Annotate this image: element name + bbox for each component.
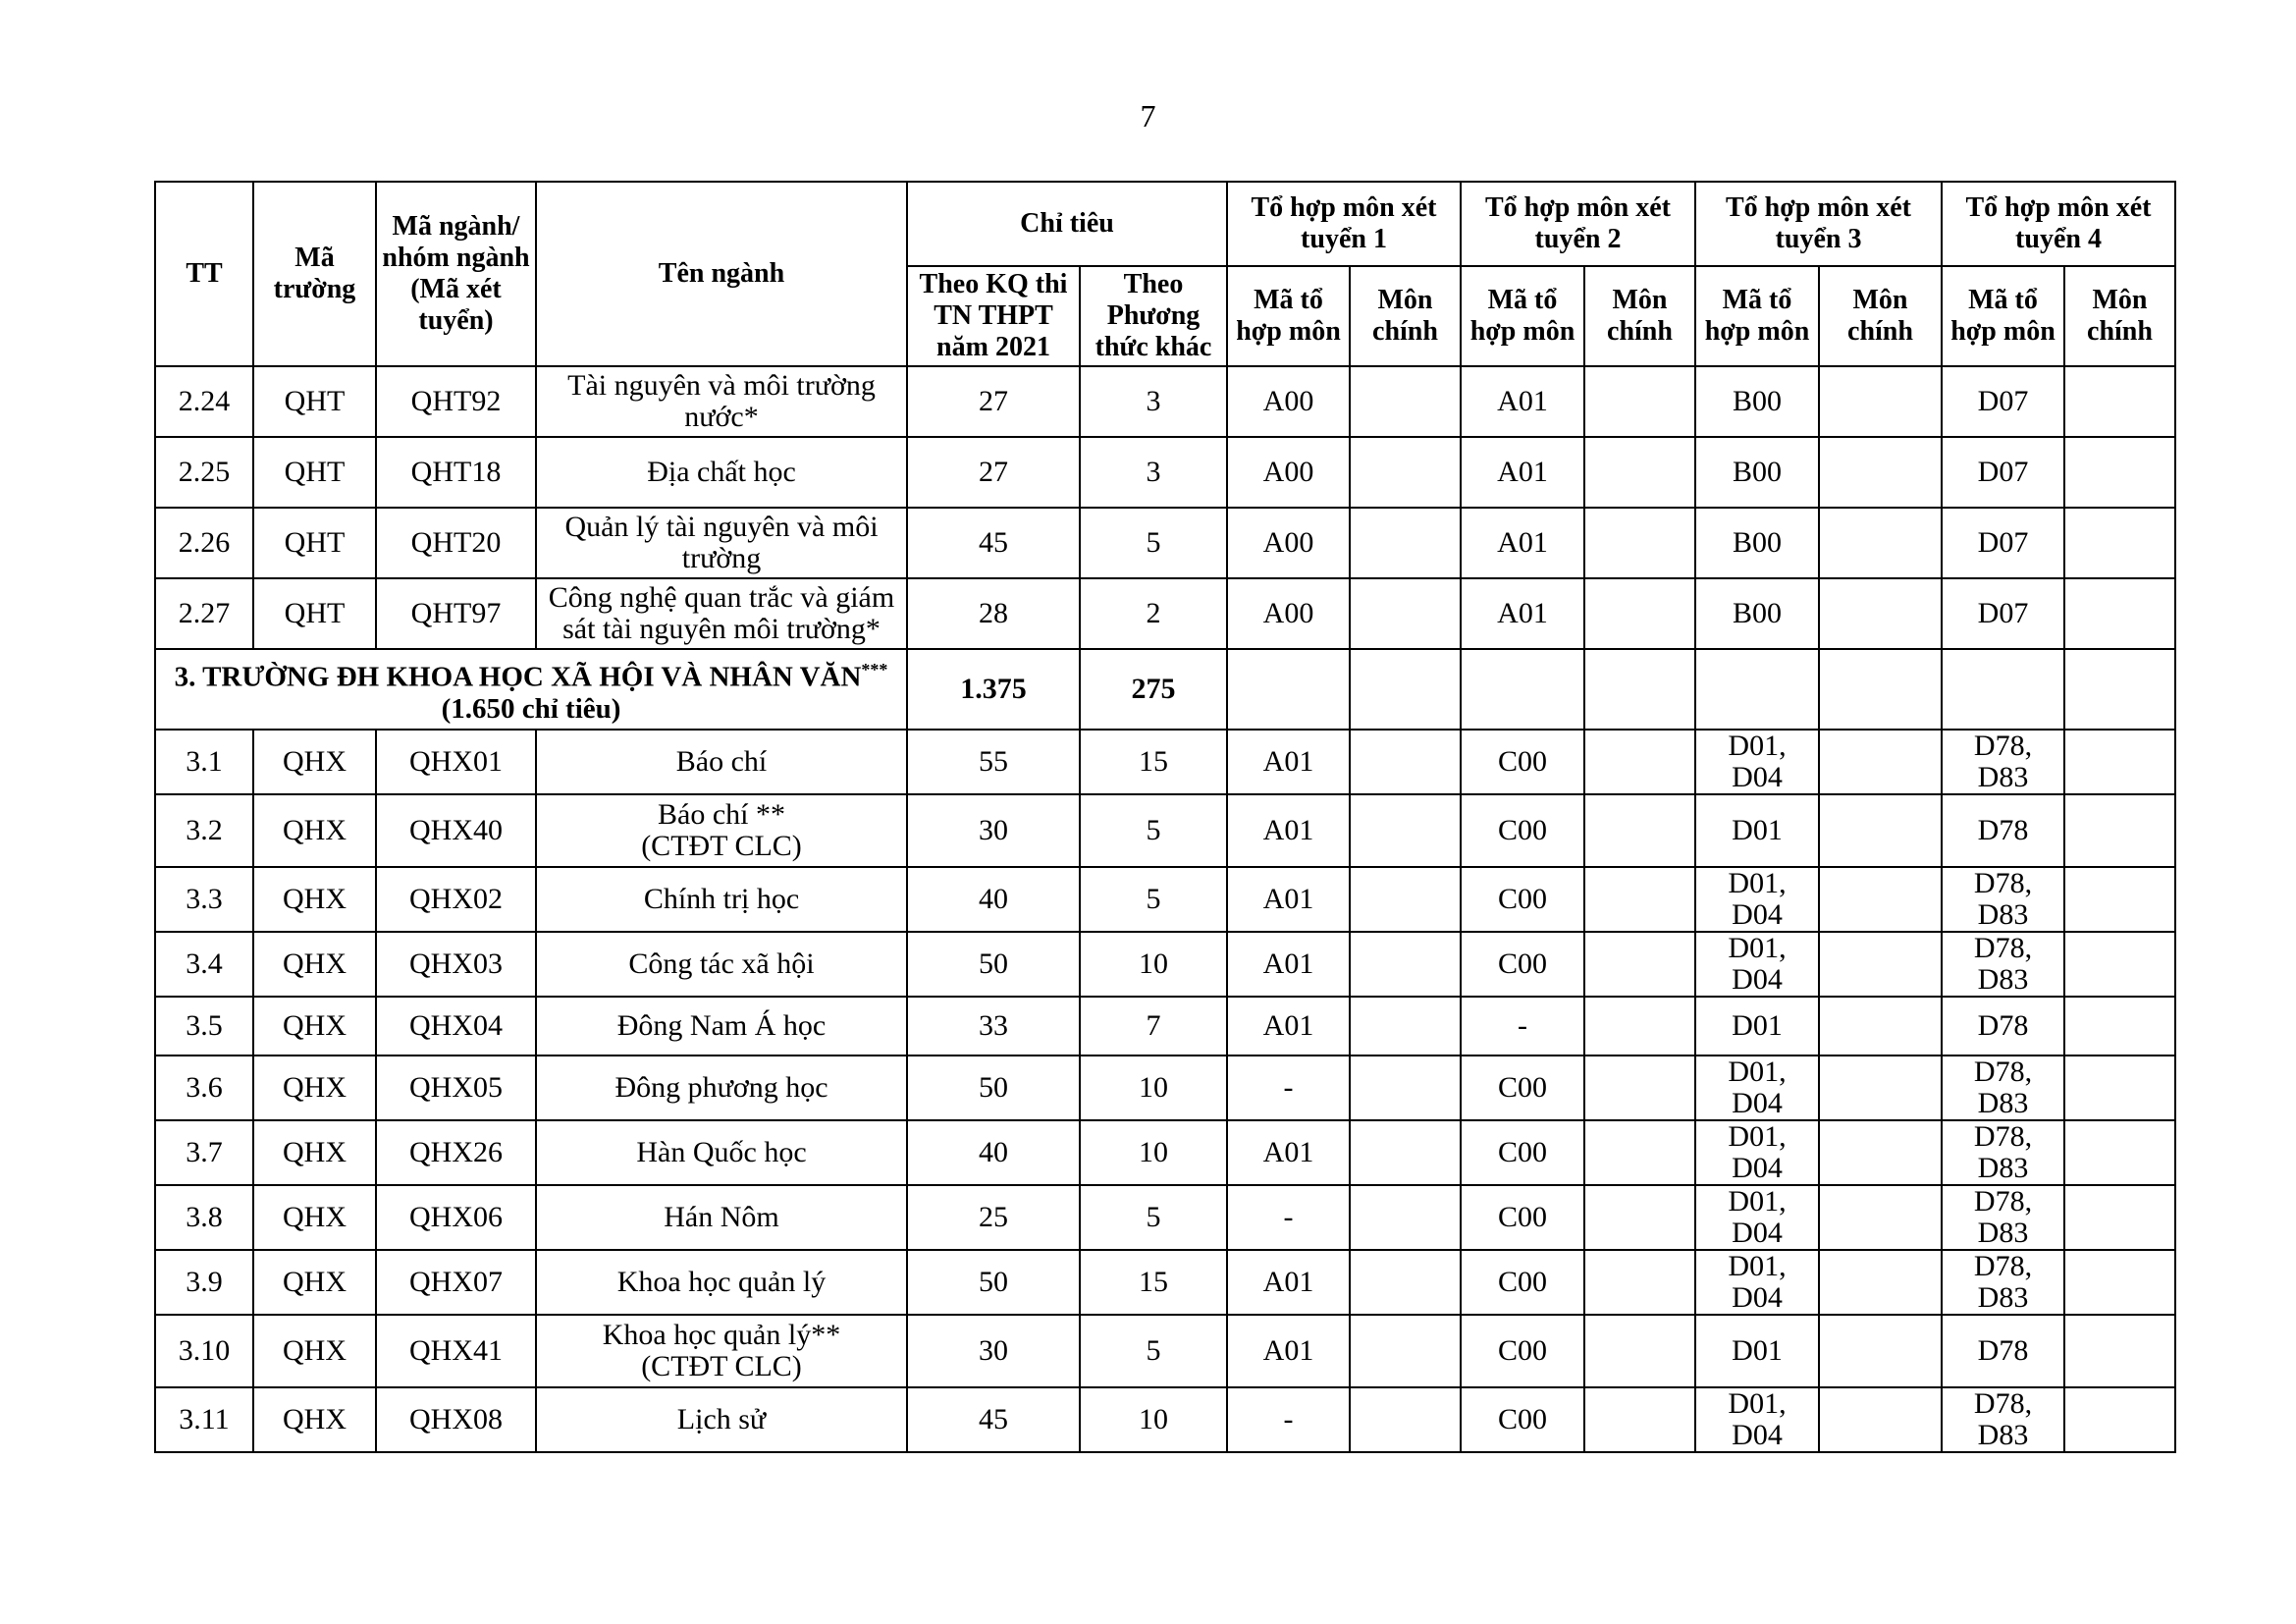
cell-kq: 28: [907, 578, 1080, 649]
cell-combo-2: C00: [1461, 1056, 1584, 1120]
cell-main-2: [1584, 867, 1695, 932]
table-row: [155, 1056, 2175, 1120]
cell-main-1: [1350, 794, 1461, 867]
cell-combo-4: D78, D83: [1942, 730, 2064, 794]
cell-main-1: [1350, 730, 1461, 794]
cell-tt: 2.26: [155, 508, 253, 578]
cell-code: QHX08: [376, 1387, 536, 1452]
cell-main-1: [1350, 867, 1461, 932]
cell-name-line-2: (CTĐT CLC): [641, 1350, 802, 1382]
cell-pt: 10: [1080, 932, 1227, 997]
table-row: [155, 730, 2175, 794]
cell-name: Đông Nam Á học: [536, 997, 907, 1056]
cell-code: QHT97: [376, 578, 536, 649]
cell-kq: 33: [907, 997, 1080, 1056]
admission-table: [154, 181, 2176, 1453]
cell-combo-2: -: [1461, 997, 1584, 1056]
cell-kq: 30: [907, 794, 1080, 867]
section-3-rows: [155, 730, 2175, 1452]
cell-combo-2: A01: [1461, 437, 1584, 508]
cell-combo-3: D01, D04: [1695, 1250, 1819, 1315]
cell-tt: 3.11: [155, 1387, 253, 1452]
section-empty: [1695, 649, 1819, 730]
section-title: 3. TRƯỜNG ĐH KHOA HỌC XÃ HỘI VÀ NHÂN VĂN: [174, 661, 862, 693]
header-mon-chinh-2: Môn chính: [1584, 266, 1695, 366]
section-empty: [1942, 649, 2064, 730]
cell-name: Chính trị học: [536, 867, 907, 932]
cell-combo-1: -: [1227, 1185, 1350, 1250]
cell-tt: 3.3: [155, 867, 253, 932]
cell-main-4: [2064, 366, 2175, 437]
section-empty: [1819, 649, 1942, 730]
cell-combo-1: A01: [1227, 794, 1350, 867]
header-to-hop-1: Tổ hợp môn xét tuyển 1: [1227, 182, 1461, 266]
cell-main-3: [1819, 578, 1942, 649]
cell-combo-2: C00: [1461, 1185, 1584, 1250]
cell-name: Tài nguyên và môi trường nước*: [536, 366, 907, 437]
table-row: [155, 437, 2175, 508]
cell-kq: 45: [907, 508, 1080, 578]
cell-combo-3: B00: [1695, 508, 1819, 578]
cell-school: QHX: [253, 867, 376, 932]
table-row: [155, 1185, 2175, 1250]
cell-main-1: [1350, 1056, 1461, 1120]
header-theo-kq: Theo KQ thi TN THPT năm 2021: [907, 266, 1080, 366]
cell-combo-1: A01: [1227, 730, 1350, 794]
cell-main-4: [2064, 508, 2175, 578]
section-empty: [2064, 649, 2175, 730]
cell-combo-2: C00: [1461, 867, 1584, 932]
cell-main-2: [1584, 508, 1695, 578]
cell-name-line-1: Báo chí **: [658, 798, 785, 831]
cell-combo-1: A00: [1227, 437, 1350, 508]
cell-combo-2: C00: [1461, 932, 1584, 997]
cell-main-2: [1584, 932, 1695, 997]
cell-main-3: [1819, 1315, 1942, 1387]
cell-code: QHX05: [376, 1056, 536, 1120]
cell-main-3: [1819, 1120, 1942, 1185]
cell-code: QHX07: [376, 1250, 536, 1315]
table-row: [155, 578, 2175, 649]
section-empty: [1584, 649, 1695, 730]
header-ma-to-hop-2: Mã tổ hợp môn: [1461, 266, 1584, 366]
cell-main-1: [1350, 997, 1461, 1056]
cell-code: QHT18: [376, 437, 536, 508]
cell-tt: 3.9: [155, 1250, 253, 1315]
cell-school: QHX: [253, 730, 376, 794]
cell-main-3: [1819, 1056, 1942, 1120]
cell-main-4: [2064, 867, 2175, 932]
cell-main-4: [2064, 1120, 2175, 1185]
cell-main-3: [1819, 1185, 1942, 1250]
cell-combo-4: D78, D83: [1942, 932, 2064, 997]
table-row: [155, 366, 2175, 437]
cell-name: [536, 794, 907, 867]
cell-main-1: [1350, 508, 1461, 578]
table-row: [155, 508, 2175, 578]
cell-name: Công tác xã hội: [536, 932, 907, 997]
cell-tt: 2.27: [155, 578, 253, 649]
cell-combo-3: B00: [1695, 578, 1819, 649]
table-row: [155, 867, 2175, 932]
cell-main-2: [1584, 1250, 1695, 1315]
cell-tt: 3.8: [155, 1185, 253, 1250]
cell-combo-1: A01: [1227, 1120, 1350, 1185]
section-kq: 1.375: [907, 649, 1080, 730]
cell-main-2: [1584, 1056, 1695, 1120]
cell-kq: 45: [907, 1387, 1080, 1452]
cell-school: QHT: [253, 366, 376, 437]
cell-kq: 27: [907, 437, 1080, 508]
cell-combo-4: D78, D83: [1942, 1185, 2064, 1250]
cell-school: QHX: [253, 1387, 376, 1452]
cell-name: Quản lý tài nguyên và môi trường: [536, 508, 907, 578]
cell-kq: 40: [907, 1120, 1080, 1185]
cell-name-line-1: Khoa học quản lý**: [602, 1319, 841, 1351]
cell-name: Hàn Quốc học: [536, 1120, 907, 1185]
cell-name: Khoa học quản lý: [536, 1250, 907, 1315]
cell-kq: 40: [907, 867, 1080, 932]
section-pt: 275: [1080, 649, 1227, 730]
cell-combo-2: C00: [1461, 794, 1584, 867]
cell-combo-4: D78, D83: [1942, 1387, 2064, 1452]
cell-school: QHX: [253, 932, 376, 997]
cell-main-1: [1350, 1250, 1461, 1315]
cell-tt: 2.24: [155, 366, 253, 437]
cell-school: QHX: [253, 1185, 376, 1250]
page-number: 7: [1140, 98, 1156, 134]
cell-combo-1: A01: [1227, 997, 1350, 1056]
cell-main-3: [1819, 867, 1942, 932]
cell-combo-4: D78, D83: [1942, 1120, 2064, 1185]
cell-code: QHX26: [376, 1120, 536, 1185]
cell-main-4: [2064, 578, 2175, 649]
cell-main-3: [1819, 437, 1942, 508]
cell-main-1: [1350, 437, 1461, 508]
cell-combo-1: -: [1227, 1056, 1350, 1120]
cell-pt: 15: [1080, 730, 1227, 794]
cell-code: QHX06: [376, 1185, 536, 1250]
cell-main-3: [1819, 730, 1942, 794]
cell-main-3: [1819, 997, 1942, 1056]
header-ma-nganh: Mã ngành/ nhóm ngành (Mã xét tuyển): [376, 182, 536, 366]
cell-pt: 5: [1080, 794, 1227, 867]
cell-school: QHX: [253, 1056, 376, 1120]
table-row: [155, 932, 2175, 997]
cell-combo-4: D78: [1942, 794, 2064, 867]
cell-main-1: [1350, 1185, 1461, 1250]
cell-main-3: [1819, 794, 1942, 867]
cell-main-3: [1819, 508, 1942, 578]
header-to-hop-3: Tổ hợp môn xét tuyển 3: [1695, 182, 1942, 266]
table-row: [155, 1120, 2175, 1185]
cell-combo-3: B00: [1695, 366, 1819, 437]
cell-kq: 27: [907, 366, 1080, 437]
cell-tt: 3.5: [155, 997, 253, 1056]
cell-pt: 10: [1080, 1056, 1227, 1120]
cell-combo-4: D78, D83: [1942, 1250, 2064, 1315]
cell-main-4: [2064, 437, 2175, 508]
section-subtitle: (1.650 chỉ tiêu): [441, 692, 621, 725]
cell-combo-1: A01: [1227, 1250, 1350, 1315]
cell-school: QHX: [253, 1120, 376, 1185]
section-row: [155, 649, 2175, 730]
cell-pt: 10: [1080, 1120, 1227, 1185]
cell-combo-1: A00: [1227, 578, 1350, 649]
cell-main-3: [1819, 1250, 1942, 1315]
cell-tt: 3.2: [155, 794, 253, 867]
cell-name: Báo chí: [536, 730, 907, 794]
cell-main-4: [2064, 997, 2175, 1056]
cell-school: QHX: [253, 1250, 376, 1315]
header-mon-chinh-4: Môn chính: [2064, 266, 2175, 366]
cell-combo-3: D01: [1695, 997, 1819, 1056]
cell-school: QHT: [253, 578, 376, 649]
cell-pt: 5: [1080, 1185, 1227, 1250]
cell-combo-3: B00: [1695, 437, 1819, 508]
cell-tt: 2.25: [155, 437, 253, 508]
cell-combo-1: A01: [1227, 932, 1350, 997]
cell-main-1: [1350, 1315, 1461, 1387]
cell-combo-3: D01, D04: [1695, 867, 1819, 932]
cell-main-3: [1819, 932, 1942, 997]
cell-pt: 5: [1080, 1315, 1227, 1387]
section-empty: [1227, 649, 1350, 730]
cell-main-3: [1819, 1387, 1942, 1452]
cell-name-line-2: (CTĐT CLC): [641, 830, 802, 862]
header-theo-pt: Theo Phương thức khác: [1080, 266, 1227, 366]
cell-main-2: [1584, 794, 1695, 867]
cell-main-4: [2064, 730, 2175, 794]
cell-main-3: [1819, 366, 1942, 437]
cell-main-4: [2064, 794, 2175, 867]
cell-kq: 30: [907, 1315, 1080, 1387]
cell-combo-3: D01, D04: [1695, 1185, 1819, 1250]
cell-main-4: [2064, 1315, 2175, 1387]
header-ma-to-hop-3: Mã tổ hợp môn: [1695, 266, 1819, 366]
table-row: [155, 794, 2175, 867]
cell-main-1: [1350, 578, 1461, 649]
cell-combo-1: A01: [1227, 1315, 1350, 1387]
cell-main-2: [1584, 1185, 1695, 1250]
cell-kq: 55: [907, 730, 1080, 794]
cell-main-2: [1584, 366, 1695, 437]
cell-main-1: [1350, 1120, 1461, 1185]
cell-kq: 50: [907, 1056, 1080, 1120]
cell-combo-1: A01: [1227, 867, 1350, 932]
cell-main-2: [1584, 730, 1695, 794]
cell-combo-3: D01, D04: [1695, 1056, 1819, 1120]
cell-main-4: [2064, 1056, 2175, 1120]
cell-code: QHX02: [376, 867, 536, 932]
table-row: [155, 1315, 2175, 1387]
section-empty: [1461, 649, 1584, 730]
header-ma-to-hop-1: Mã tổ hợp môn: [1227, 266, 1350, 366]
header-mon-chinh-1: Môn chính: [1350, 266, 1461, 366]
cell-name: Địa chất học: [536, 437, 907, 508]
section-empty: [1350, 649, 1461, 730]
header-to-hop-2: Tổ hợp môn xét tuyển 2: [1461, 182, 1695, 266]
cell-code: QHX01: [376, 730, 536, 794]
cell-kq: 50: [907, 1250, 1080, 1315]
cell-combo-2: C00: [1461, 730, 1584, 794]
cell-tt: 3.7: [155, 1120, 253, 1185]
cell-pt: 3: [1080, 366, 1227, 437]
cell-combo-4: D78, D83: [1942, 1056, 2064, 1120]
cell-combo-3: D01, D04: [1695, 932, 1819, 997]
cell-main-2: [1584, 997, 1695, 1056]
cell-combo-2: A01: [1461, 366, 1584, 437]
cell-combo-2: C00: [1461, 1315, 1584, 1387]
cell-tt: 3.6: [155, 1056, 253, 1120]
cell-main-2: [1584, 437, 1695, 508]
cell-school: QHT: [253, 437, 376, 508]
cell-combo-3: D01: [1695, 794, 1819, 867]
header-ma-to-hop-4: Mã tổ hợp môn: [1942, 266, 2064, 366]
cell-main-4: [2064, 1185, 2175, 1250]
cell-main-1: [1350, 1387, 1461, 1452]
cell-combo-2: A01: [1461, 508, 1584, 578]
cell-name: Lịch sử: [536, 1387, 907, 1452]
cell-combo-3: D01, D04: [1695, 730, 1819, 794]
cell-tt: 3.1: [155, 730, 253, 794]
cell-combo-2: A01: [1461, 578, 1584, 649]
cell-name: Đông phương học: [536, 1056, 907, 1120]
cell-kq: 50: [907, 932, 1080, 997]
cell-combo-4: D78: [1942, 997, 2064, 1056]
cell-pt: 10: [1080, 1387, 1227, 1452]
header-ten-nganh: Tên ngành: [536, 182, 907, 366]
cell-code: QHX03: [376, 932, 536, 997]
cell-combo-2: C00: [1461, 1120, 1584, 1185]
table-row: [155, 1250, 2175, 1315]
cell-school: QHX: [253, 1315, 376, 1387]
cell-combo-4: D07: [1942, 437, 2064, 508]
cell-pt: 5: [1080, 867, 1227, 932]
cell-main-2: [1584, 1315, 1695, 1387]
cell-combo-1: A00: [1227, 508, 1350, 578]
cell-combo-1: A00: [1227, 366, 1350, 437]
cell-combo-1: -: [1227, 1387, 1350, 1452]
header-row-1: [155, 182, 2175, 266]
cell-school: QHX: [253, 997, 376, 1056]
section-title-sup: ***: [861, 660, 888, 680]
header-ma-truong: Mã trường: [253, 182, 376, 366]
cell-pt: 7: [1080, 997, 1227, 1056]
cell-code: QHX41: [376, 1315, 536, 1387]
cell-code: QHX04: [376, 997, 536, 1056]
header-chi-tieu: Chỉ tiêu: [907, 182, 1227, 266]
cell-kq: 25: [907, 1185, 1080, 1250]
table-row: [155, 997, 2175, 1056]
cell-combo-4: D78, D83: [1942, 867, 2064, 932]
cell-code: QHT20: [376, 508, 536, 578]
cell-code: QHT92: [376, 366, 536, 437]
cell-name: Hán Nôm: [536, 1185, 907, 1250]
cell-combo-2: C00: [1461, 1387, 1584, 1452]
cell-pt: 5: [1080, 508, 1227, 578]
cell-tt: 3.10: [155, 1315, 253, 1387]
cell-main-2: [1584, 1120, 1695, 1185]
cell-main-2: [1584, 1387, 1695, 1452]
header-to-hop-4: Tổ hợp môn xét tuyển 4: [1942, 182, 2175, 266]
cell-school: QHT: [253, 508, 376, 578]
cell-main-2: [1584, 578, 1695, 649]
cell-name: [536, 1315, 907, 1387]
cell-name: Công nghệ quan trắc và giám sát tài nguyên môi trường*: [536, 578, 907, 649]
cell-combo-4: D07: [1942, 578, 2064, 649]
cell-main-4: [2064, 932, 2175, 997]
cell-combo-4: D07: [1942, 366, 2064, 437]
cell-pt: 3: [1080, 437, 1227, 508]
cell-combo-4: D07: [1942, 508, 2064, 578]
cell-combo-3: D01, D04: [1695, 1120, 1819, 1185]
table-row: [155, 1387, 2175, 1452]
cell-combo-3: D01: [1695, 1315, 1819, 1387]
header-mon-chinh-3: Môn chính: [1819, 266, 1942, 366]
cell-main-1: [1350, 932, 1461, 997]
cell-combo-2: C00: [1461, 1250, 1584, 1315]
cell-school: QHX: [253, 794, 376, 867]
cell-code: QHX40: [376, 794, 536, 867]
cell-tt: 3.4: [155, 932, 253, 997]
cell-main-4: [2064, 1387, 2175, 1452]
section-title-cell: [155, 649, 907, 730]
cell-main-1: [1350, 366, 1461, 437]
header-tt: TT: [155, 182, 253, 366]
cell-combo-4: D78: [1942, 1315, 2064, 1387]
cell-pt: 2: [1080, 578, 1227, 649]
cell-main-4: [2064, 1250, 2175, 1315]
cell-combo-3: D01, D04: [1695, 1387, 1819, 1452]
cell-pt: 15: [1080, 1250, 1227, 1315]
